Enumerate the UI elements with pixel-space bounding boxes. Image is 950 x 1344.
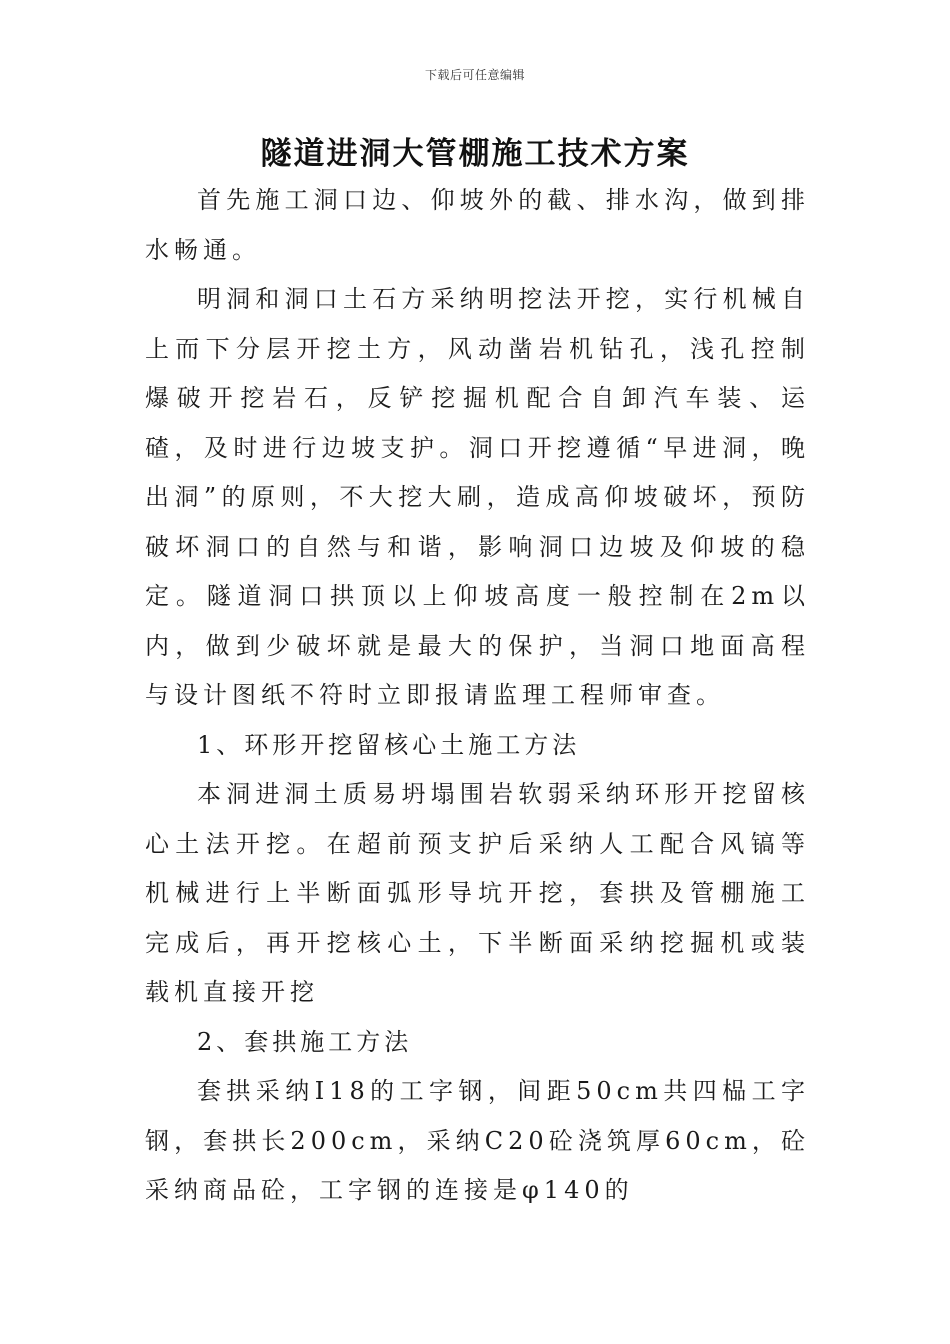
header-note: 下载后可任意编辑 <box>424 68 525 82</box>
section-heading-1: 1、环形开挖留核心土施工方法 <box>197 730 581 759</box>
section-body-2: 套拱采纳I18的工字钢，间距50cm共四榀工字钢，套拱长200cm，采纳C20砼浇筑厚60cm，砼采纳商品砼，工字钢的连接是φ140的 <box>145 1077 810 1204</box>
document-body <box>145 176 810 1216</box>
paragraph-drainage: 首先施工洞口边、仰坡外的截、排水沟，做到排水畅通。 <box>145 186 810 264</box>
paragraph-excavation: 明洞和洞口土石方采纳明挖法开挖，实行机械自上而下分层开挖土方，风动凿岩机钻孔，浅孔控制爆破开挖岩石，反铲挖掘机配合自卸汽车装、运碴，及时进行边坡支护。洞口开挖遵循“早进洞，晚出洞”的原则，不大挖大刷，造成高仰坡破坏，预防破坏洞口的自然与和谐，影响洞口边坡及仰坡的稳定。隧道洞口拱顶以上仰坡高度一般控制在2m以内，做到少破坏就是最大的保护，当洞口地面高程与设计图纸不符时立即报请监理工程师审查。 <box>145 285 810 709</box>
section-body-1: 本洞进洞土质易坍塌围岩软弱采纳环形开挖留核心土法开挖。在超前预支护后采纳人工配合风镐等机械进行上半断面弧形导坑开挖，套拱及管棚施工完成后，再开挖核心土，下半断面采纳挖掘机或装载机直接开挖 <box>145 780 810 1006</box>
document-title: 隧道进洞大管棚施工技术方案 <box>260 136 690 172</box>
section-heading-2: 2、套拱施工方法 <box>197 1027 413 1056</box>
